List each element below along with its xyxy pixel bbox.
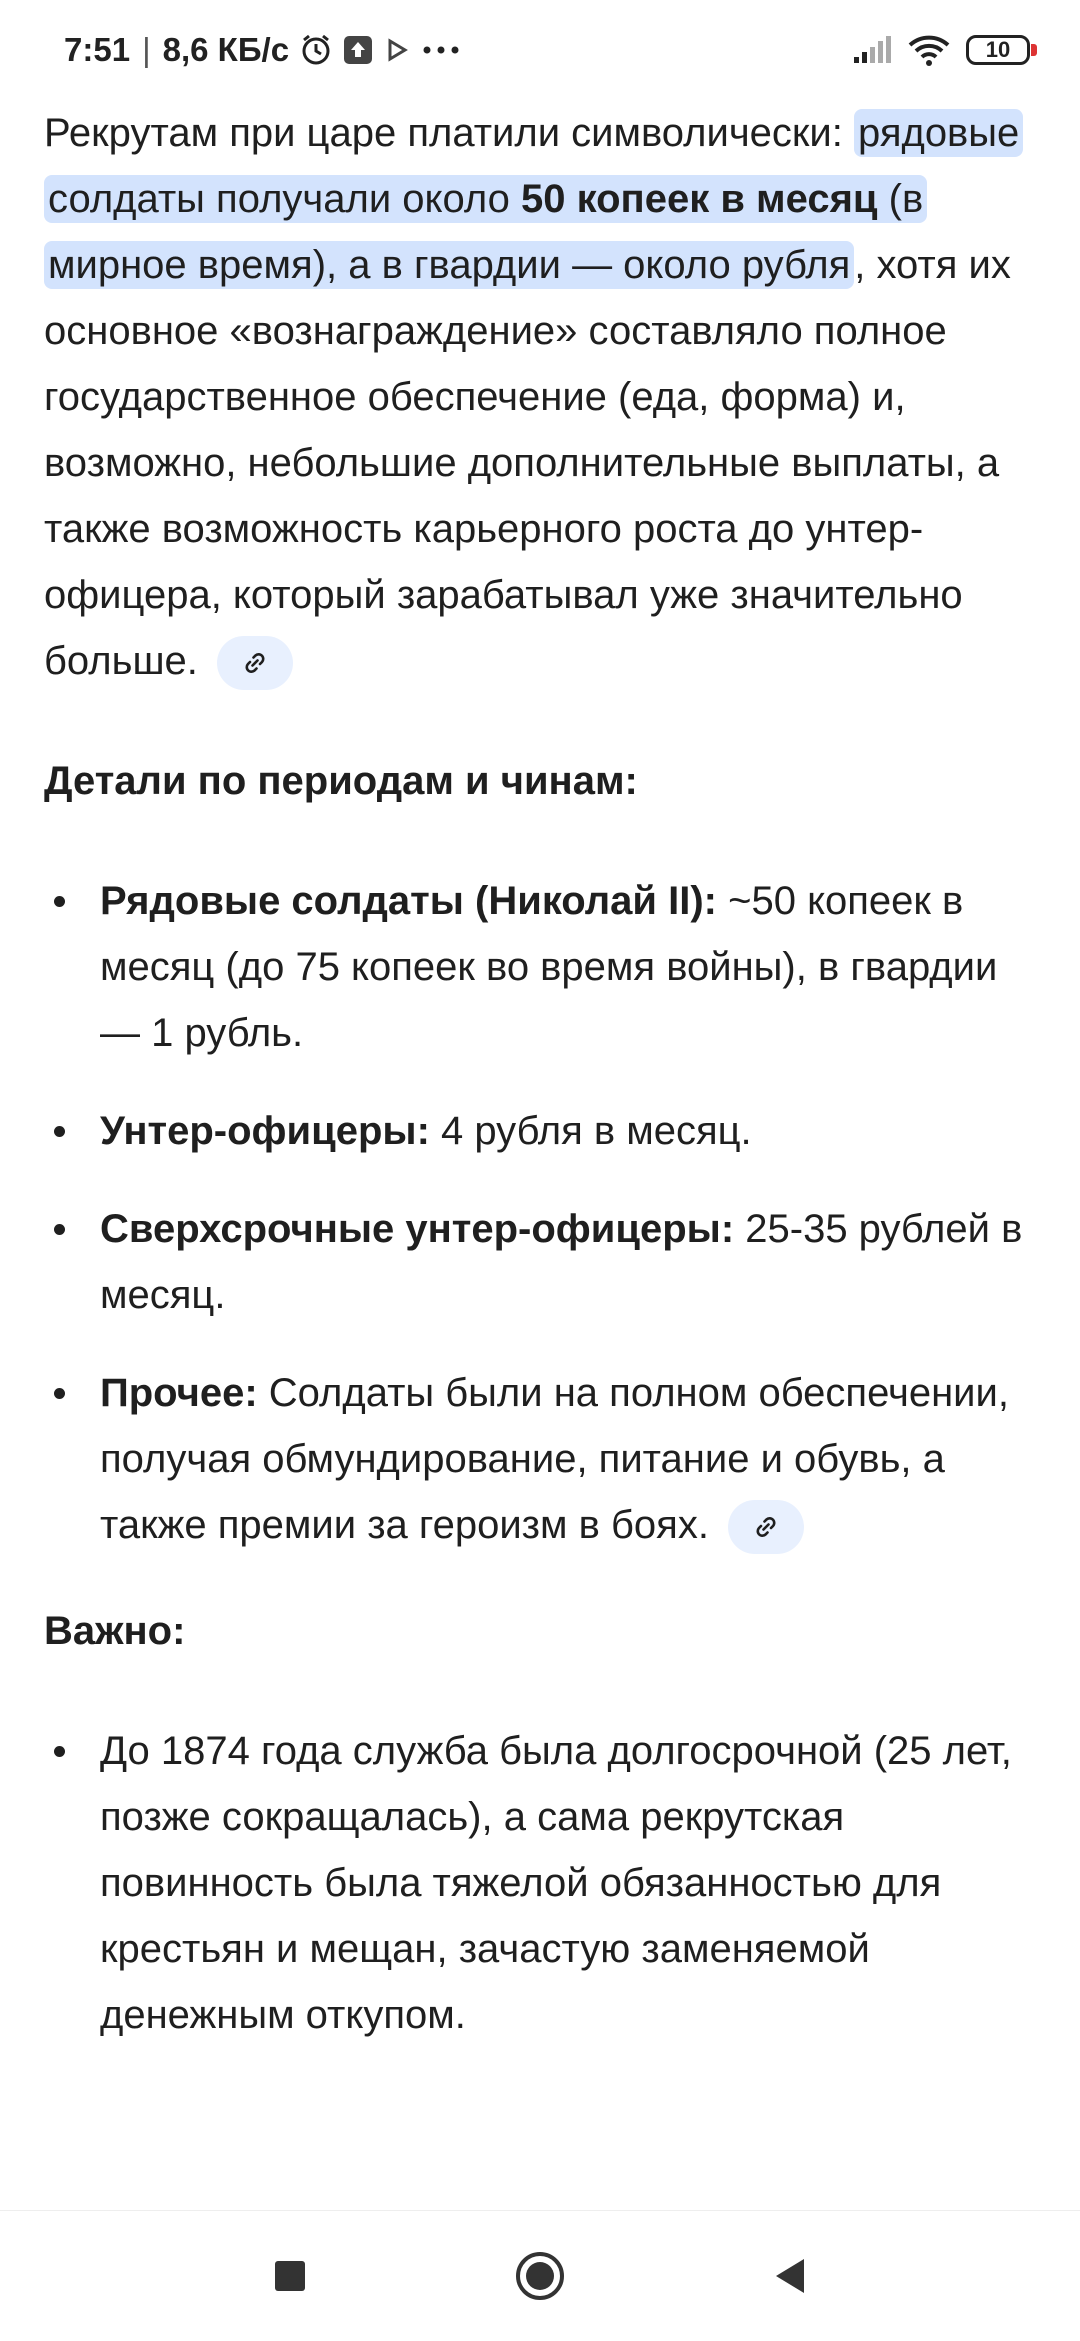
list-item-label: Прочее: — [100, 1371, 258, 1415]
upload-icon — [343, 35, 373, 65]
more-dots-icon — [421, 44, 461, 56]
list-item — [44, 868, 1040, 1066]
status-left — [64, 31, 461, 69]
source-link-button[interactable] — [728, 1500, 804, 1554]
list-item — [44, 1098, 1040, 1164]
list-item-text: 25-35 рублей в месяц. — [100, 1207, 1023, 1317]
alarm-icon — [299, 33, 333, 67]
back-button[interactable] — [755, 2241, 825, 2311]
source-link-button[interactable] — [217, 636, 293, 690]
battery-level: 10 — [985, 37, 1011, 62]
list-item — [44, 1718, 1040, 2048]
wifi-icon — [908, 34, 950, 66]
list-item — [44, 1196, 1040, 1328]
status-right — [852, 34, 1030, 66]
play-icon — [383, 36, 411, 64]
details-list — [44, 868, 1040, 1558]
status-separator: | — [142, 31, 151, 68]
list-item-label: Унтер-офицеры: — [100, 1109, 430, 1153]
answer-content — [44, 100, 1040, 2080]
battery-cap — [1031, 44, 1037, 56]
home-circle-icon — [514, 2250, 566, 2302]
list-item-text: 4 рубля в месяц. — [429, 1109, 752, 1153]
highlight-text-2: (в мирное время), а в гвардии — около рубля — [48, 177, 924, 287]
details-heading: Детали по периодам и чинам: — [44, 759, 638, 803]
list-item-text: ~50 копеек в месяц (до 75 копеек во время войны), в гвардии — 1 рубль. — [100, 879, 998, 1055]
recents-button[interactable] — [255, 2241, 325, 2311]
status-time: 7:51 — [64, 31, 131, 68]
important-heading: Важно: — [44, 1609, 186, 1653]
intro-paragraph — [44, 100, 1040, 694]
list-item-label: Сверхсрочные унтер-офицеры: — [100, 1207, 735, 1251]
list-item-label: Рядовые солдаты (Николай II): — [100, 879, 717, 923]
highlight-text-1: рядовые солдаты получали около — [48, 111, 1020, 221]
intro-lead: Рекрутам при царе платили символически: — [44, 111, 843, 155]
status-bar — [0, 0, 1080, 100]
square-icon — [273, 2259, 307, 2293]
intro-rest: , хотя их основное «вознаграждение» составляло полное государственное обеспечение (еда, форма) и, возможно, небольшие дополнительные выплаты, а также возможность карьерного роста до унтер-офицера, который зарабатывал уже значительно больше. — [44, 243, 1011, 683]
home-button[interactable] — [505, 2241, 575, 2311]
battery-icon — [966, 35, 1030, 65]
back-triangle-icon — [772, 2256, 808, 2296]
link-icon — [240, 648, 270, 678]
network-speed: 8,6 КБ/с — [162, 31, 290, 68]
list-item-text: До 1874 года служба была долгосрочной (25 лет, позже сокращалась), а сама рекрутская повинность была тяжелой обязанностью для крестьян и мещан, зачастую заменяемой денежным откупом. — [100, 1729, 1012, 2037]
important-list — [44, 1718, 1040, 2048]
system-navigation-bar — [0, 2210, 1080, 2341]
list-item-text: Солдаты были на полном обеспечении, получая обмундирование, питание и обувь, а также премии за героизм в боях. — [100, 1371, 1009, 1547]
signal-icon — [852, 35, 892, 65]
list-item — [44, 1360, 1040, 1558]
highlight-bold: 50 копеек в месяц — [521, 177, 878, 221]
link-icon — [751, 1512, 781, 1542]
